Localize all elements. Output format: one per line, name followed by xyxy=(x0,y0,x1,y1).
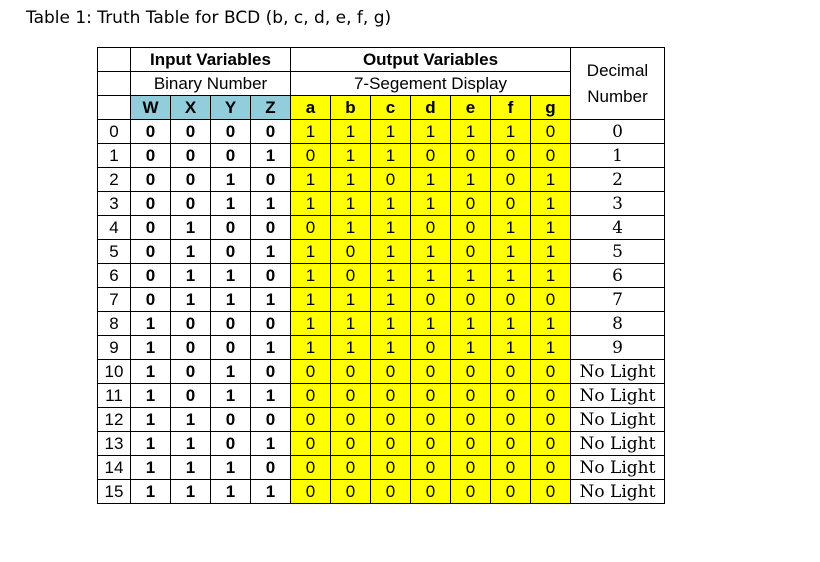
output-cell: 1 xyxy=(491,120,531,144)
output-cell: 0 xyxy=(411,288,451,312)
output-cell: 0 xyxy=(451,432,491,456)
output-cell: 1 xyxy=(531,240,571,264)
row-index: 8 xyxy=(98,312,131,336)
output-cell: 1 xyxy=(411,264,451,288)
output-cell: 0 xyxy=(411,384,451,408)
output-cell: 1 xyxy=(331,192,371,216)
output-cell: 0 xyxy=(291,408,331,432)
output-col-header: g xyxy=(531,96,571,120)
decimal-cell: 5 xyxy=(571,240,665,264)
output-cell: 1 xyxy=(411,312,451,336)
output-cell: 1 xyxy=(411,120,451,144)
input-cell: 1 xyxy=(251,240,291,264)
decimal-cell: 0 xyxy=(571,120,665,144)
output-col-header: f xyxy=(491,96,531,120)
output-cell: 0 xyxy=(291,384,331,408)
decimal-cell: 8 xyxy=(571,312,665,336)
decimal-cell: No Light xyxy=(571,432,665,456)
input-cell: 0 xyxy=(211,144,251,168)
table-row xyxy=(98,432,665,456)
table-row xyxy=(98,192,665,216)
output-cell: 0 xyxy=(531,408,571,432)
output-cell: 0 xyxy=(531,384,571,408)
input-cell: 0 xyxy=(211,336,251,360)
row-index: 2 xyxy=(98,168,131,192)
row-index: 6 xyxy=(98,264,131,288)
input-cell: 0 xyxy=(211,312,251,336)
header-corner-2 xyxy=(98,72,131,96)
output-cell: 1 xyxy=(331,312,371,336)
output-cell: 0 xyxy=(531,480,571,504)
output-cell: 0 xyxy=(411,480,451,504)
input-cell: 1 xyxy=(171,408,211,432)
output-cell: 1 xyxy=(491,336,531,360)
output-cell: 0 xyxy=(291,144,331,168)
table-row xyxy=(98,408,665,432)
output-cell: 0 xyxy=(531,360,571,384)
input-cell: 0 xyxy=(131,144,171,168)
input-cell: 1 xyxy=(211,456,251,480)
input-cell: 0 xyxy=(131,264,171,288)
input-cell: 0 xyxy=(251,312,291,336)
decimal-cell: No Light xyxy=(571,384,665,408)
header-corner xyxy=(98,48,131,72)
input-cell: 0 xyxy=(251,408,291,432)
decimal-cell: No Light xyxy=(571,360,665,384)
table-row xyxy=(98,312,665,336)
output-cell: 1 xyxy=(331,216,371,240)
output-cell: 1 xyxy=(291,192,331,216)
input-cell: 1 xyxy=(211,384,251,408)
output-cell: 1 xyxy=(451,168,491,192)
row-index: 15 xyxy=(98,480,131,504)
output-cell: 0 xyxy=(531,120,571,144)
output-cell: 0 xyxy=(411,360,451,384)
output-cell: 0 xyxy=(451,480,491,504)
output-cell: 1 xyxy=(531,192,571,216)
output-cell: 0 xyxy=(371,168,411,192)
input-col-header: Y xyxy=(211,96,251,120)
input-cell: 1 xyxy=(251,480,291,504)
table-row xyxy=(98,120,665,144)
table-row xyxy=(98,168,665,192)
output-col-header: b xyxy=(331,96,371,120)
output-cell: 1 xyxy=(451,264,491,288)
decimal-cell: 6 xyxy=(571,264,665,288)
output-col-header: c xyxy=(371,96,411,120)
input-cell: 0 xyxy=(251,168,291,192)
output-cell: 0 xyxy=(291,480,331,504)
decimal-header-line2: Number xyxy=(587,86,648,106)
decimal-cell: 2 xyxy=(571,168,665,192)
input-cell: 0 xyxy=(251,216,291,240)
input-cell: 1 xyxy=(171,216,211,240)
output-cell: 0 xyxy=(451,288,491,312)
output-cell: 0 xyxy=(411,336,451,360)
output-cell: 1 xyxy=(491,312,531,336)
input-cell: 0 xyxy=(211,432,251,456)
output-cell: 1 xyxy=(491,264,531,288)
output-cell: 0 xyxy=(491,168,531,192)
table-row xyxy=(98,456,665,480)
output-cell: 0 xyxy=(451,384,491,408)
output-cell: 1 xyxy=(331,336,371,360)
output-cell: 0 xyxy=(371,384,411,408)
output-cell: 1 xyxy=(451,312,491,336)
input-cell: 1 xyxy=(131,312,171,336)
output-cell: 0 xyxy=(371,360,411,384)
output-cell: 0 xyxy=(331,240,371,264)
output-cell: 0 xyxy=(531,456,571,480)
input-cell: 0 xyxy=(171,192,211,216)
input-cell: 0 xyxy=(251,120,291,144)
output-cell: 0 xyxy=(291,432,331,456)
decimal-header-line1: Decimal xyxy=(586,60,649,80)
output-cell: 0 xyxy=(451,240,491,264)
header-corner-3 xyxy=(98,96,131,120)
output-cell: 0 xyxy=(411,432,451,456)
output-cell: 0 xyxy=(451,216,491,240)
table-row xyxy=(98,264,665,288)
input-cell: 1 xyxy=(251,192,291,216)
output-cell: 1 xyxy=(411,168,451,192)
input-cell: 1 xyxy=(171,288,211,312)
row-index: 11 xyxy=(98,384,131,408)
output-cell: 1 xyxy=(491,216,531,240)
row-index: 4 xyxy=(98,216,131,240)
seven-segment-display-header: 7-Segement Display xyxy=(291,72,571,96)
input-cell: 1 xyxy=(131,360,171,384)
input-cell: 1 xyxy=(131,432,171,456)
input-cell: 1 xyxy=(211,192,251,216)
input-cell: 1 xyxy=(131,408,171,432)
output-cell: 1 xyxy=(291,168,331,192)
output-cell: 0 xyxy=(411,456,451,480)
output-cell: 1 xyxy=(291,312,331,336)
input-cell: 0 xyxy=(131,192,171,216)
output-cell: 1 xyxy=(291,264,331,288)
decimal-cell: 4 xyxy=(571,216,665,240)
output-cell: 1 xyxy=(331,168,371,192)
output-cell: 1 xyxy=(291,120,331,144)
table-row xyxy=(98,240,665,264)
output-cell: 0 xyxy=(491,288,531,312)
decimal-cell: No Light xyxy=(571,408,665,432)
input-cell: 1 xyxy=(171,480,211,504)
output-cell: 1 xyxy=(531,168,571,192)
output-cell: 0 xyxy=(331,456,371,480)
row-index: 10 xyxy=(98,360,131,384)
output-cell: 1 xyxy=(371,120,411,144)
input-cell: 0 xyxy=(171,144,211,168)
output-cell: 1 xyxy=(491,240,531,264)
decimal-number-header xyxy=(571,48,665,120)
output-cell: 1 xyxy=(451,120,491,144)
decimal-cell: 7 xyxy=(571,288,665,312)
output-cell: 1 xyxy=(331,120,371,144)
output-cell: 0 xyxy=(411,144,451,168)
input-cell: 1 xyxy=(211,360,251,384)
output-cell: 0 xyxy=(371,432,411,456)
decimal-cell: 1 xyxy=(571,144,665,168)
table-caption: Table 1: Truth Table for BCD (b, c, d, e, f, g) xyxy=(26,8,392,28)
output-cell: 1 xyxy=(371,312,411,336)
input-cell: 1 xyxy=(211,168,251,192)
output-cell: 0 xyxy=(491,384,531,408)
output-variables-header: Output Variables xyxy=(291,48,571,72)
table-row xyxy=(98,288,665,312)
output-cell: 0 xyxy=(531,432,571,456)
output-cell: 0 xyxy=(331,360,371,384)
input-cell: 0 xyxy=(211,216,251,240)
input-cell: 1 xyxy=(171,456,211,480)
input-cell: 0 xyxy=(171,336,211,360)
input-cell: 0 xyxy=(171,384,211,408)
decimal-cell: No Light xyxy=(571,456,665,480)
output-cell: 0 xyxy=(331,264,371,288)
output-cell: 1 xyxy=(291,288,331,312)
output-cell: 0 xyxy=(371,480,411,504)
output-cell: 1 xyxy=(451,336,491,360)
row-index: 13 xyxy=(98,432,131,456)
output-cell: 0 xyxy=(371,456,411,480)
table-row xyxy=(98,480,665,504)
output-cell: 1 xyxy=(531,264,571,288)
input-cell: 0 xyxy=(131,120,171,144)
input-cell: 1 xyxy=(251,288,291,312)
input-cell: 1 xyxy=(211,264,251,288)
output-cell: 1 xyxy=(531,336,571,360)
input-col-header: W xyxy=(131,96,171,120)
output-cell: 0 xyxy=(491,432,531,456)
output-cell: 1 xyxy=(531,216,571,240)
input-col-header: X xyxy=(171,96,211,120)
input-cell: 1 xyxy=(251,144,291,168)
input-cell: 0 xyxy=(171,312,211,336)
output-cell: 0 xyxy=(451,192,491,216)
input-cell: 0 xyxy=(131,216,171,240)
output-cell: 0 xyxy=(491,360,531,384)
input-cell: 0 xyxy=(251,264,291,288)
input-cell: 0 xyxy=(131,168,171,192)
row-index: 9 xyxy=(98,336,131,360)
input-cell: 1 xyxy=(171,240,211,264)
output-cell: 0 xyxy=(491,144,531,168)
row-index: 1 xyxy=(98,144,131,168)
row-index: 3 xyxy=(98,192,131,216)
truth-table xyxy=(97,47,665,504)
input-cell: 1 xyxy=(251,384,291,408)
table-row xyxy=(98,384,665,408)
output-cell: 0 xyxy=(411,408,451,432)
row-index: 12 xyxy=(98,408,131,432)
input-cell: 1 xyxy=(171,264,211,288)
input-cell: 0 xyxy=(251,456,291,480)
output-cell: 0 xyxy=(331,480,371,504)
output-cell: 0 xyxy=(331,408,371,432)
output-cell: 0 xyxy=(331,432,371,456)
output-cell: 0 xyxy=(531,144,571,168)
input-cell: 0 xyxy=(131,288,171,312)
output-col-header: d xyxy=(411,96,451,120)
output-cell: 1 xyxy=(371,192,411,216)
output-cell: 1 xyxy=(371,216,411,240)
table-row xyxy=(98,144,665,168)
input-cell: 0 xyxy=(171,168,211,192)
decimal-cell: 3 xyxy=(571,192,665,216)
output-cell: 1 xyxy=(371,336,411,360)
output-cell: 0 xyxy=(491,192,531,216)
input-cell: 0 xyxy=(171,120,211,144)
output-cell: 1 xyxy=(411,240,451,264)
input-cell: 0 xyxy=(211,120,251,144)
input-cell: 0 xyxy=(251,360,291,384)
row-index: 7 xyxy=(98,288,131,312)
input-cell: 1 xyxy=(251,336,291,360)
table-row xyxy=(98,216,665,240)
input-cell: 1 xyxy=(211,288,251,312)
output-cell: 0 xyxy=(491,408,531,432)
decimal-cell: 9 xyxy=(571,336,665,360)
input-cell: 0 xyxy=(131,240,171,264)
output-cell: 0 xyxy=(371,408,411,432)
input-cell: 1 xyxy=(131,456,171,480)
output-cell: 1 xyxy=(371,144,411,168)
row-index: 5 xyxy=(98,240,131,264)
input-cell: 0 xyxy=(211,408,251,432)
binary-number-header: Binary Number xyxy=(131,72,291,96)
input-cell: 0 xyxy=(171,360,211,384)
output-cell: 0 xyxy=(451,408,491,432)
decimal-cell: No Light xyxy=(571,480,665,504)
input-cell: 1 xyxy=(131,480,171,504)
output-cell: 1 xyxy=(531,312,571,336)
input-cell: 1 xyxy=(131,336,171,360)
output-cell: 1 xyxy=(331,144,371,168)
output-cell: 1 xyxy=(331,288,371,312)
input-cell: 1 xyxy=(251,432,291,456)
input-col-header: Z xyxy=(251,96,291,120)
input-cell: 1 xyxy=(211,480,251,504)
input-variables-header: Input Variables xyxy=(131,48,291,72)
output-cell: 0 xyxy=(451,456,491,480)
output-cell: 1 xyxy=(371,288,411,312)
input-cell: 1 xyxy=(171,432,211,456)
output-cell: 0 xyxy=(291,456,331,480)
output-cell: 0 xyxy=(491,480,531,504)
output-cell: 0 xyxy=(331,384,371,408)
output-cell: 0 xyxy=(291,216,331,240)
output-cell: 0 xyxy=(491,456,531,480)
header-row-groups xyxy=(98,48,665,72)
output-col-header: a xyxy=(291,96,331,120)
output-cell: 0 xyxy=(291,360,331,384)
output-cell: 0 xyxy=(451,144,491,168)
output-cell: 1 xyxy=(291,336,331,360)
row-index: 0 xyxy=(98,120,131,144)
output-cell: 0 xyxy=(411,216,451,240)
output-cell: 1 xyxy=(371,264,411,288)
output-cell: 0 xyxy=(451,360,491,384)
row-index: 14 xyxy=(98,456,131,480)
output-cell: 0 xyxy=(531,288,571,312)
output-cell: 1 xyxy=(411,192,451,216)
output-cell: 1 xyxy=(371,240,411,264)
table-row xyxy=(98,336,665,360)
output-col-header: e xyxy=(451,96,491,120)
output-cell: 1 xyxy=(291,240,331,264)
input-cell: 0 xyxy=(211,240,251,264)
table-row xyxy=(98,360,665,384)
input-cell: 1 xyxy=(131,384,171,408)
